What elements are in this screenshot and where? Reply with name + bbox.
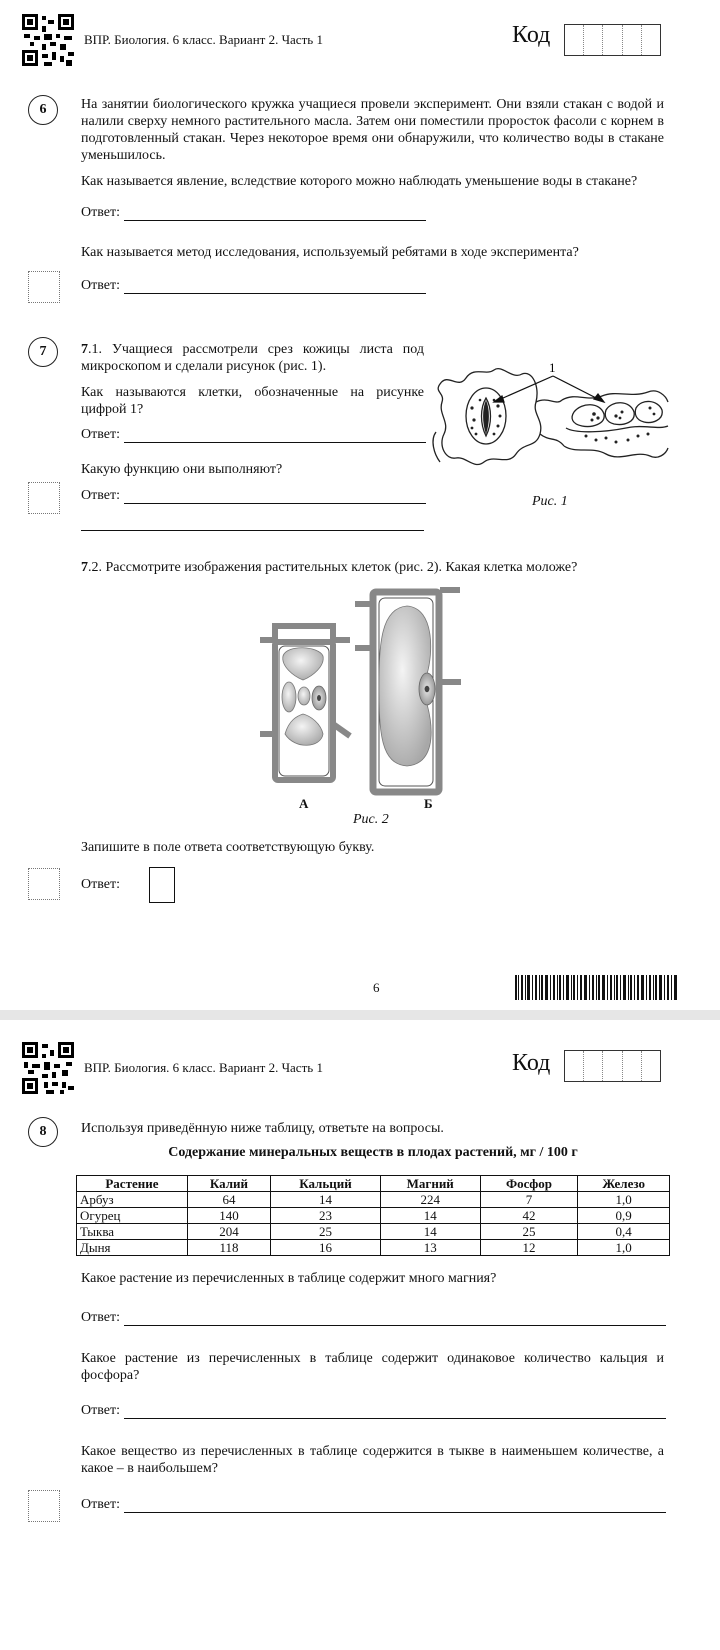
table-cell: 23 (271, 1208, 381, 1224)
table-row (77, 1208, 670, 1224)
table-cell: Огурец (77, 1208, 188, 1224)
question-8-answer-1[interactable] (81, 1310, 666, 1326)
figure-2-label-a: А (299, 796, 309, 811)
minerals-table (76, 1175, 670, 1256)
question-8-intro: Используя приведённую ниже таблицу, ответьте на вопросы. (81, 1121, 444, 1136)
answer-line[interactable] (124, 428, 426, 443)
answer-line[interactable] (124, 1311, 666, 1326)
question-6-sub2: Как называется метод исследования, используемый ребятами в ходе эксперимента? (81, 245, 579, 260)
qr-code-icon (22, 14, 74, 66)
question-7-1-body: .1. Учащиеся рассмотрели срез кожицы листа под микроскопом и сделали рисунок (рис. 1). (81, 342, 424, 374)
figure-2-label-b: Б (424, 796, 433, 811)
question-7-1-question: Как называются клетки, обозначенные на рисунке цифрой 1? (81, 385, 424, 417)
question-7-1-answer-1[interactable] (81, 427, 426, 443)
answer-line-extra[interactable] (81, 530, 424, 531)
question-8-answer-3[interactable] (81, 1497, 666, 1513)
figure-1-leaf-epidermis (436, 362, 668, 474)
page-number: 6 (373, 980, 380, 995)
table-cell: 42 (480, 1208, 578, 1224)
question-7-1-function: Какую функцию они выполняют? (81, 462, 283, 477)
table-cell: 25 (271, 1224, 381, 1240)
table-cell: 25 (480, 1224, 578, 1240)
answer-line[interactable] (124, 1404, 666, 1419)
score-box-7-2 (28, 868, 60, 900)
table-header-cell: Кальций (271, 1176, 381, 1192)
barcode-icon (515, 975, 678, 1000)
table-cell: 64 (187, 1192, 270, 1208)
table-cell: 14 (380, 1224, 480, 1240)
table-cell: 140 (187, 1208, 270, 1224)
answer-line[interactable] (124, 1498, 666, 1513)
table-header-cell: Железо (578, 1176, 670, 1192)
table-row (77, 1192, 670, 1208)
question-8-sub1: Какое растение из перечисленных в таблице содержит много магния? (81, 1271, 497, 1286)
answer-line[interactable] (124, 206, 426, 221)
header-title: ВПР. Биология. 6 класс. Вариант 2. Часть 1 (84, 32, 323, 47)
table-cell: 14 (271, 1192, 381, 1208)
question-7-number: 7 (28, 337, 58, 367)
table-cell: 0,4 (578, 1224, 670, 1240)
question-6-number: 6 (28, 95, 58, 125)
cell-a (260, 626, 350, 780)
question-8-sub2: Какое растение из перечисленных в таблице содержит одинаковое количество кальция и фосфора? (81, 1351, 664, 1383)
cell-b (355, 590, 461, 792)
answer-label: Ответ: (81, 488, 120, 503)
table-cell: 0,9 (578, 1208, 670, 1224)
answer-line[interactable] (124, 489, 426, 504)
table-cell: Арбуз (77, 1192, 188, 1208)
table-header-cell: Растение (77, 1176, 188, 1192)
question-7-1-answer-2[interactable] (81, 488, 426, 504)
table-cell: 1,0 (578, 1240, 670, 1256)
table-header-cell: Магний (380, 1176, 480, 1192)
table-header-cell: Калий (187, 1176, 270, 1192)
answer-label: Ответ: (81, 205, 120, 220)
qr-code-icon (22, 1042, 74, 1094)
question-8-number: 8 (28, 1117, 58, 1147)
table-cell: 224 (380, 1192, 480, 1208)
answer-label: Ответ: (81, 1403, 120, 1418)
question-6-text: На занятии биологического кружка учащиеся провели эксперимент. Они взяли стакан с водой и налили сверху немного растительного масла. Затем они поместили проросток фасоли с корнем в подготовленный стакан. Через некоторое время они обнаружили, что количество воды в стакане уменьшилось. (81, 97, 664, 163)
kod-input-box[interactable] (564, 1050, 661, 1082)
question-6-sub1: Как называется явление, вследствие которого можно наблюдать уменьшение воды в стакане? (81, 174, 638, 189)
table-cell: 118 (187, 1240, 270, 1256)
table-header-cell: Фосфор (480, 1176, 578, 1192)
table-cell: Тыква (77, 1224, 188, 1240)
answer-line[interactable] (124, 279, 426, 294)
question-8-sub3: Какое вещество из перечисленных в таблице содержится в тыкве в наименьшем количестве, а какое – в наибольшем? (81, 1444, 664, 1476)
figure-2-plant-cells (255, 584, 495, 796)
table-cell: Дыня (77, 1240, 188, 1256)
figure-2-caption: Рис. 2 (353, 812, 389, 827)
question-7-2-body: .2. Рассмотрите изображения растительных клеток (рис. 2). Какая клетка моложе? (88, 560, 578, 575)
answer-label: Ответ: (81, 877, 120, 892)
figure-1-caption: Рис. 1 (532, 494, 568, 509)
table-cell: 16 (271, 1240, 381, 1256)
header-title: ВПР. Биология. 6 класс. Вариант 2. Часть 1 (84, 1060, 323, 1075)
kod-input-box[interactable] (564, 24, 661, 56)
question-7-1-num: 7 (81, 342, 88, 357)
exam-page-7 (0, 1020, 720, 1650)
answer-letter-cell[interactable] (149, 867, 175, 903)
answer-label: Ответ: (81, 278, 120, 293)
question-6-answer-1[interactable] (81, 205, 426, 221)
question-7-2-text (81, 559, 671, 576)
answer-label: Ответ: (81, 1310, 120, 1325)
question-7-1-text (81, 341, 424, 375)
table-row (77, 1224, 670, 1240)
table-cell: 1,0 (578, 1192, 670, 1208)
score-box-8 (28, 1490, 60, 1522)
table-cell: 14 (380, 1208, 480, 1224)
table-row (77, 1240, 670, 1256)
table-cell: 204 (187, 1224, 270, 1240)
score-box-7-1 (28, 482, 60, 514)
question-7-2-instruction: Запишите в поле ответа соответствующую букву. (81, 840, 375, 855)
question-8-answer-2[interactable] (81, 1403, 666, 1419)
answer-label: Ответ: (81, 1497, 120, 1512)
question-6-answer-2[interactable] (81, 278, 426, 294)
table-cell: 7 (480, 1192, 578, 1208)
table-cell: 13 (380, 1240, 480, 1256)
table-cell: 12 (480, 1240, 578, 1256)
table-title: Содержание минеральных веществ в плодах растений, мг / 100 г (168, 1145, 578, 1160)
question-7-2-num: 7 (81, 560, 88, 575)
table-header-row (77, 1176, 670, 1192)
score-box-6 (28, 271, 60, 303)
answer-label: Ответ: (81, 427, 120, 442)
kod-label: Код (512, 22, 551, 48)
figure-1-label: 1 (549, 360, 556, 375)
kod-label: Код (512, 1050, 551, 1076)
